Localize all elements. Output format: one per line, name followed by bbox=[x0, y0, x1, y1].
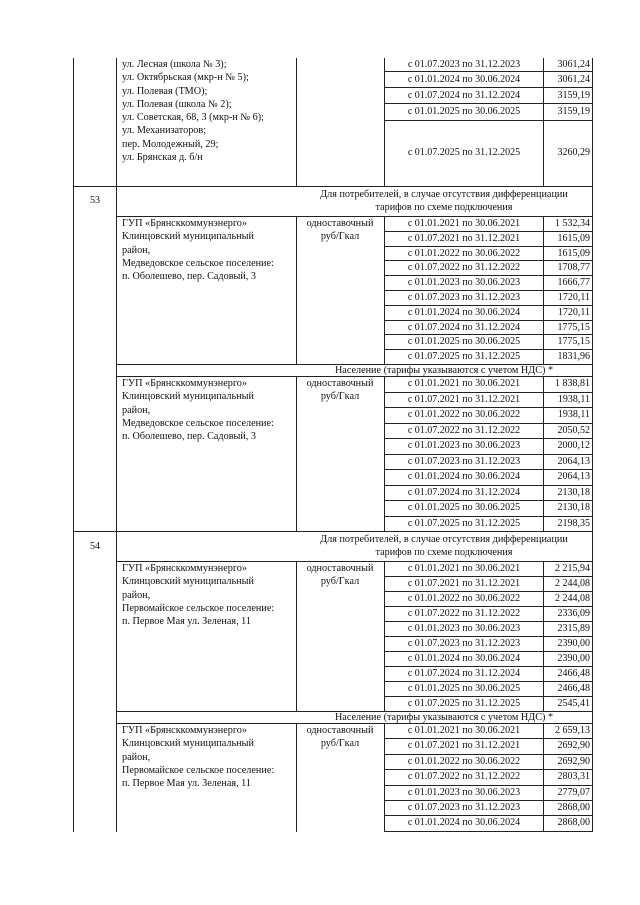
row-line bbox=[384, 785, 593, 786]
section-line bbox=[73, 186, 593, 187]
value-cell: 1720,11 bbox=[557, 292, 590, 303]
value-cell: 2390,00 bbox=[557, 653, 590, 664]
row-line bbox=[384, 438, 593, 439]
period-cell: с 01.01.2022 по 30.06.2022 bbox=[407, 247, 521, 259]
row-line bbox=[384, 666, 593, 667]
value-cell: 2390,00 bbox=[557, 638, 590, 649]
value-cell: 2868,00 bbox=[557, 802, 590, 813]
period-cell: с 01.07.2022 по 31.12.2022 bbox=[407, 608, 521, 619]
row-line bbox=[384, 71, 593, 72]
value-cell: 1938,11 bbox=[557, 393, 590, 405]
tariff-type: одноставочный руб/Гкал bbox=[306, 725, 374, 750]
period-cell: с 01.01.2022 по 30.06.2022 bbox=[407, 755, 521, 767]
tariff-type: одноставочный руб/Гкал bbox=[306, 378, 374, 403]
period-cell: с 01.01.2021 по 30.06.2021 bbox=[407, 218, 521, 229]
row-line bbox=[384, 500, 593, 501]
value-cell: 3061,24 bbox=[557, 74, 590, 85]
row-line bbox=[384, 485, 593, 486]
row-line bbox=[384, 290, 593, 291]
period-cell: с 01.07.2022 по 31.12.2022 bbox=[407, 262, 521, 274]
org-address: ГУП «Брянсккоммунэнерго» Клинцовский муниципальный район, Первомайское сельское поселение: п. Первое Мая ул. Зеленая, 11 bbox=[122, 563, 275, 628]
row-number: 53 bbox=[90, 195, 100, 206]
period-cell: с 01.01.2025 по 30.06.2025 bbox=[407, 683, 521, 694]
org-address: ГУП «Брянсккоммунэнерго» Клинцовский муниципальный район, Первомайское сельское поселение: п. Первое Мая ул. Зеленая, 11 bbox=[122, 725, 275, 790]
value-cell: 2 659,13 bbox=[555, 725, 590, 736]
row-line bbox=[384, 231, 593, 232]
value-cell: 1775,15 bbox=[557, 321, 590, 333]
section-line bbox=[73, 531, 593, 532]
period-cell: с 01.07.2022 по 31.12.2022 bbox=[407, 771, 521, 783]
period-cell: с 01.07.2023 по 31.12.2023 bbox=[407, 59, 521, 70]
value-cell: 1615,09 bbox=[557, 247, 590, 259]
value-cell: 3159,19 bbox=[557, 106, 590, 117]
period-cell: с 01.07.2023 по 31.12.2023 bbox=[407, 455, 521, 467]
value-cell: 1720,11 bbox=[557, 306, 590, 318]
value-cell: 1 532,34 bbox=[555, 218, 590, 229]
value-cell: 1938,11 bbox=[557, 409, 590, 420]
section-header: Для потребителей, в случае отсутствия дифференциации тарифов по схеме подключения bbox=[320, 189, 568, 213]
value-cell: 2803,31 bbox=[557, 771, 590, 783]
period-cell: с 01.07.2023 по 31.12.2023 bbox=[407, 292, 521, 303]
period-cell: с 01.01.2021 по 30.06.2021 bbox=[407, 563, 521, 574]
column-divider-org bbox=[296, 216, 297, 364]
row-line bbox=[384, 407, 593, 408]
row-line bbox=[384, 454, 593, 455]
population-header: Население (тарифы указываются с учетом НДС) * bbox=[334, 365, 554, 376]
value-cell: 2545,41 bbox=[557, 698, 590, 709]
row-line bbox=[384, 320, 593, 321]
period-cell: с 01.01.2023 по 30.06.2023 bbox=[407, 277, 521, 289]
population-header: Население (тарифы указываются с учетом НДС) * bbox=[334, 712, 554, 723]
row-line bbox=[384, 423, 593, 424]
table-border-left bbox=[73, 58, 74, 832]
period-cell: с 01.07.2025 по 31.12.2025 bbox=[407, 698, 521, 709]
row-line bbox=[384, 349, 593, 350]
table-border-right bbox=[592, 58, 593, 832]
value-cell: 2336,09 bbox=[557, 608, 590, 619]
row-line bbox=[384, 246, 593, 247]
period-cell: с 01.07.2021 по 31.12.2021 bbox=[407, 578, 521, 589]
org-address: ГУП «Брянсккоммунэнерго» Клинцовский муниципальный район, Медведовское сельское поселение: п. Оболешево, пер. Садовый, 3 bbox=[122, 218, 274, 283]
row-line bbox=[384, 696, 593, 697]
period-cell: с 01.07.2021 по 31.12.2021 bbox=[407, 393, 521, 405]
period-cell: с 01.07.2023 по 31.12.2023 bbox=[407, 802, 521, 813]
tariff-type: одноставочный руб/Гкал bbox=[306, 218, 374, 243]
row-line bbox=[384, 120, 593, 121]
period-cell: с 01.01.2024 по 30.06.2024 bbox=[407, 471, 521, 482]
value-cell: 2198,35 bbox=[557, 517, 590, 529]
value-cell: 2 244,08 bbox=[555, 578, 590, 589]
org-address: ГУП «Брянсккоммунэнерго» Клинцовский муниципальный район, Медведовское сельское поселение: п. Оболешево, пер. Садовый, 3 bbox=[122, 378, 274, 443]
column-divider-number bbox=[116, 58, 117, 832]
value-cell: 2466,48 bbox=[557, 683, 590, 694]
period-cell: с 01.07.2023 по 31.12.2023 bbox=[407, 638, 521, 649]
row-line bbox=[384, 87, 593, 88]
value-cell: 1615,09 bbox=[557, 232, 590, 244]
column-divider-org bbox=[296, 723, 297, 832]
column-divider-org bbox=[296, 376, 297, 531]
row-line bbox=[384, 103, 593, 104]
value-cell: 2064,13 bbox=[557, 471, 590, 482]
row-line bbox=[384, 754, 593, 755]
value-cell: 3260,29 bbox=[557, 147, 590, 158]
value-cell: 2 215,94 bbox=[555, 563, 590, 574]
period-cell: с 01.01.2021 по 30.06.2021 bbox=[407, 725, 521, 736]
period-cell: с 01.01.2023 по 30.06.2023 bbox=[407, 440, 521, 451]
value-cell: 2466,48 bbox=[557, 668, 590, 679]
value-cell: 2064,13 bbox=[557, 455, 590, 467]
period-cell: с 01.07.2024 по 31.12.2024 bbox=[407, 321, 521, 333]
row-line bbox=[384, 516, 593, 517]
period-cell: с 01.01.2024 по 30.06.2024 bbox=[407, 653, 521, 664]
row-line bbox=[384, 621, 593, 622]
row-line bbox=[384, 636, 593, 637]
period-cell: с 01.01.2025 по 30.06.2025 bbox=[407, 336, 521, 348]
period-cell: с 01.07.2025 по 31.12.2025 bbox=[407, 517, 521, 529]
value-cell: 1831,96 bbox=[557, 351, 590, 363]
period-cell: с 01.07.2024 по 31.12.2024 bbox=[407, 668, 521, 679]
period-cell: с 01.07.2024 по 31.12.2024 bbox=[407, 90, 521, 101]
row-line bbox=[384, 469, 593, 470]
value-cell: 2000,12 bbox=[557, 440, 590, 451]
period-cell: с 01.07.2025 по 31.12.2025 bbox=[407, 351, 521, 363]
value-cell: 3061,24 bbox=[557, 59, 590, 70]
row-number: 54 bbox=[90, 541, 100, 552]
period-cell: с 01.01.2022 по 30.06.2022 bbox=[407, 593, 521, 604]
value-cell: 2130,18 bbox=[557, 486, 590, 498]
period-cell: с 01.01.2022 по 30.06.2022 bbox=[407, 409, 521, 420]
address-list: ул. Лесная (школа № 3); ул. Октябрьская (мкр-н № 5); ул. Полевая (ТМО); ул. Полевая (школа № 2); ул. Советская, 68, 3 (мкр-н № 6); ул. Механизаторов; пер. Молодежный, 29; ул. Брянская д. б/н bbox=[122, 59, 264, 164]
column-divider-org bbox=[296, 561, 297, 711]
row-line bbox=[384, 831, 593, 832]
period-cell: с 01.01.2025 по 30.06.2025 bbox=[407, 502, 521, 513]
row-line bbox=[384, 591, 593, 592]
value-cell: 2692,90 bbox=[557, 740, 590, 752]
row-line bbox=[384, 275, 593, 276]
period-cell: с 01.07.2025 по 31.12.2025 bbox=[407, 147, 521, 158]
row-line bbox=[384, 260, 593, 261]
row-line bbox=[384, 392, 593, 393]
period-cell: с 01.07.2021 по 31.12.2021 bbox=[407, 740, 521, 752]
row-line bbox=[384, 769, 593, 770]
period-cell: с 01.07.2022 по 31.12.2022 bbox=[407, 424, 521, 436]
period-cell: с 01.01.2024 по 30.06.2024 bbox=[407, 306, 521, 318]
value-cell: 2315,89 bbox=[557, 623, 590, 634]
section-header: Для потребителей, в случае отсутствия дифференциации тарифов по схеме подключения bbox=[320, 534, 568, 558]
period-cell: с 01.01.2023 по 30.06.2023 bbox=[407, 623, 521, 634]
value-cell: 2130,18 bbox=[557, 502, 590, 513]
tariff-type: одноставочный руб/Гкал bbox=[306, 563, 374, 588]
period-cell: с 01.07.2021 по 31.12.2021 bbox=[407, 232, 521, 244]
period-cell: с 01.01.2021 по 30.06.2021 bbox=[407, 378, 521, 389]
period-cell: с 01.01.2024 по 30.06.2024 bbox=[407, 74, 521, 85]
row-line bbox=[384, 305, 593, 306]
value-cell: 1708,77 bbox=[557, 262, 590, 274]
value-cell: 3159,19 bbox=[557, 90, 590, 101]
period-cell: с 01.01.2023 по 30.06.2023 bbox=[407, 786, 521, 798]
row-line bbox=[384, 681, 593, 682]
value-cell: 2050,52 bbox=[557, 424, 590, 436]
row-line bbox=[384, 576, 593, 577]
value-cell: 1 838,81 bbox=[555, 378, 590, 389]
value-cell: 2868,00 bbox=[557, 817, 590, 829]
value-cell: 2779,07 bbox=[557, 786, 590, 798]
row-line bbox=[384, 651, 593, 652]
period-cell: с 01.07.2024 по 31.12.2024 bbox=[407, 486, 521, 498]
value-cell: 1775,15 bbox=[557, 336, 590, 348]
period-cell: с 01.01.2025 по 30.06.2025 bbox=[407, 106, 521, 117]
period-cell: с 01.01.2024 по 30.06.2024 bbox=[407, 817, 521, 829]
value-cell: 1666,77 bbox=[557, 277, 590, 289]
row-line bbox=[384, 815, 593, 816]
row-line bbox=[384, 738, 593, 739]
row-line bbox=[384, 334, 593, 335]
row-line bbox=[384, 800, 593, 801]
value-cell: 2692,90 bbox=[557, 755, 590, 767]
value-cell: 2 244,08 bbox=[555, 593, 590, 604]
row-line bbox=[384, 606, 593, 607]
column-divider-org bbox=[296, 58, 297, 186]
